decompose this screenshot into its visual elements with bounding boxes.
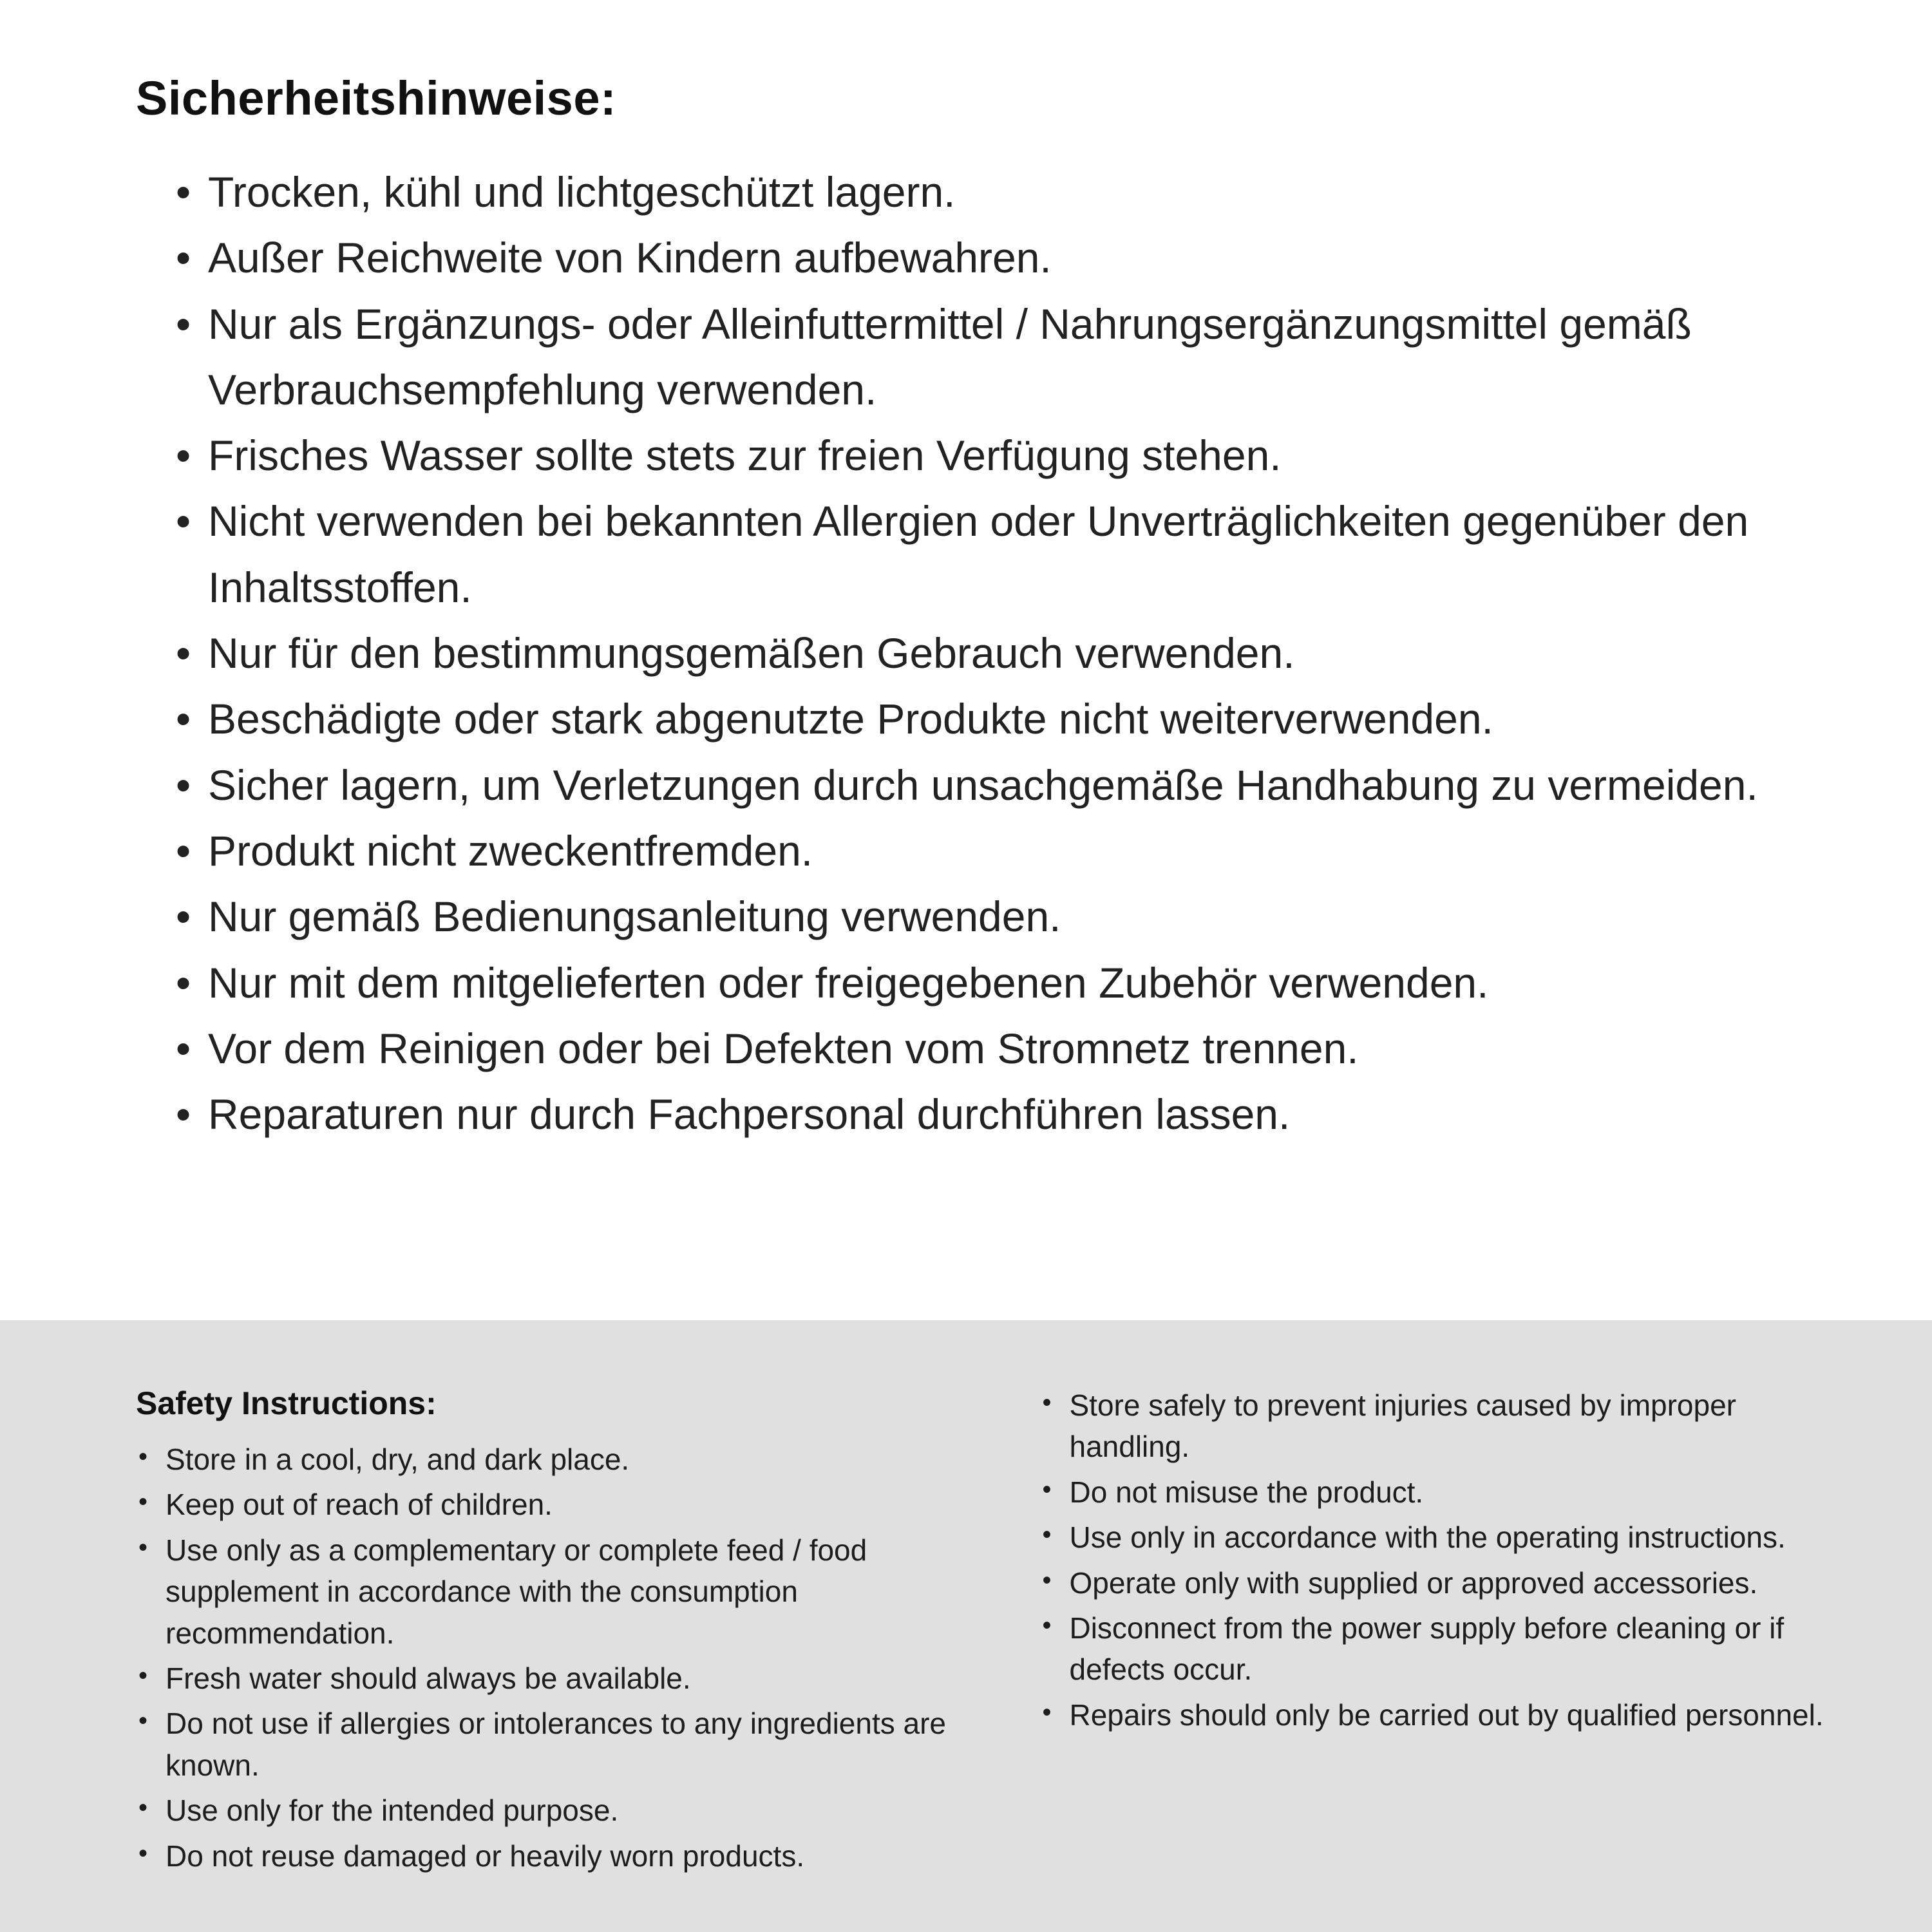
english-safety-item-text: Disconnect from the power supply before cleaning or if defects occur. xyxy=(1069,1611,1785,1687)
english-safety-item xyxy=(1039,1385,1835,1468)
german-safety-item-text: Trocken, kühl und lichtgeschützt lagern. xyxy=(208,168,956,216)
english-safety-section xyxy=(0,1320,1932,1932)
bullet-icon: • xyxy=(138,1794,148,1823)
bullet-icon: • xyxy=(138,1707,148,1736)
english-safety-item xyxy=(136,1658,978,1699)
german-safety-item xyxy=(136,422,1823,488)
german-safety-item-text: Nur für den bestimmungsgemäßen Gebrauch verwenden. xyxy=(208,629,1295,677)
german-safety-item-text: Vor dem Reinigen oder bei Defekten vom Stromnetz trennen. xyxy=(208,1024,1359,1072)
bullet-icon: • xyxy=(138,1488,148,1517)
english-safety-item-text: Repairs should only be carried out by qualified personnel. xyxy=(1069,1698,1824,1732)
german-safety-item-text: Reparaturen nur durch Fachpersonal durchführen lassen. xyxy=(208,1090,1291,1139)
english-safety-item-text: Keep out of reach of children. xyxy=(166,1488,553,1522)
german-safety-item xyxy=(136,291,1823,423)
bullet-icon: • xyxy=(1042,1475,1052,1504)
bullet-icon: • xyxy=(1042,1520,1052,1549)
bullet-icon: • xyxy=(176,299,191,348)
bullet-icon: • xyxy=(1042,1698,1052,1727)
english-safety-list-right xyxy=(1039,1385,1835,1736)
english-safety-item xyxy=(1039,1562,1835,1604)
english-safety-item-text: Use only for the intended purpose. xyxy=(166,1794,619,1828)
german-safety-item-text: Außer Reichweite von Kindern aufbewahren. xyxy=(208,234,1052,282)
english-safety-item-text: Operate only with supplied or approved accessories. xyxy=(1069,1566,1758,1600)
bullet-icon: • xyxy=(176,234,191,282)
german-safety-item xyxy=(136,884,1823,949)
english-safety-item-text: Do not reuse damaged or heavily worn products. xyxy=(166,1839,805,1873)
bullet-icon: • xyxy=(176,497,191,545)
bullet-icon: • xyxy=(176,1090,191,1139)
german-safety-item xyxy=(136,950,1823,1016)
english-safety-item xyxy=(1039,1517,1835,1558)
bullet-icon: • xyxy=(1042,1388,1052,1417)
bullet-icon: • xyxy=(1042,1566,1052,1595)
bullet-icon: • xyxy=(138,1443,148,1471)
english-columns xyxy=(136,1385,1835,1880)
bullet-icon: • xyxy=(176,826,191,875)
english-safety-item-text: Do not misuse the product. xyxy=(1069,1475,1424,1509)
english-safety-item xyxy=(136,1439,978,1480)
german-safety-list xyxy=(136,159,1823,1147)
english-safety-item xyxy=(136,1835,978,1877)
english-left-column xyxy=(136,1385,978,1880)
german-safety-item xyxy=(136,488,1823,620)
german-safety-item-text: Produkt nicht zweckentfremden. xyxy=(208,826,813,875)
german-section-title: Sicherheitshinweise: xyxy=(136,71,617,125)
english-safety-item xyxy=(1039,1472,1835,1513)
english-safety-item xyxy=(1039,1607,1835,1690)
bullet-icon: • xyxy=(176,1024,191,1072)
english-safety-item xyxy=(136,1790,978,1831)
english-safety-item xyxy=(136,1703,978,1786)
bullet-icon: • xyxy=(176,958,191,1007)
german-safety-item-text: Nur als Ergänzungs- oder Alleinfuttermittel / Nahrungsergänzungsmittel gemäß Verbrauchsempfehlung verwenden. xyxy=(208,299,1692,413)
bullet-icon: • xyxy=(176,629,191,677)
english-safety-item xyxy=(136,1530,978,1654)
german-safety-item xyxy=(136,818,1823,884)
german-safety-item-text: Nur gemäß Bedienungsanleitung verwenden. xyxy=(208,893,1061,941)
english-section-title: Safety Instructions: xyxy=(136,1385,437,1421)
english-safety-item-text: Store in a cool, dry, and dark place. xyxy=(166,1443,630,1476)
english-safety-item xyxy=(136,1484,978,1525)
bullet-icon: • xyxy=(176,893,191,941)
german-safety-item xyxy=(136,752,1823,818)
german-safety-item xyxy=(136,159,1823,225)
bullet-icon: • xyxy=(176,168,191,216)
bullet-icon: • xyxy=(176,695,191,743)
bullet-icon: • xyxy=(176,761,191,809)
bullet-icon: • xyxy=(1042,1611,1052,1640)
english-safety-item-text: Fresh water should always be available. xyxy=(166,1661,691,1695)
english-safety-item-text: Use only as a complementary or complete feed / food supplement in accordance with the consumption recommendation. xyxy=(166,1533,867,1650)
german-safety-item xyxy=(136,1081,1823,1147)
english-safety-item xyxy=(1039,1694,1835,1736)
english-right-column xyxy=(1039,1385,1835,1739)
german-safety-item xyxy=(136,686,1823,752)
english-safety-item-text: Use only in accordance with the operating instructions. xyxy=(1069,1520,1786,1555)
german-safety-item-text: Sicher lagern, um Verletzungen durch unsachgemäße Handhabung zu vermeiden. xyxy=(208,761,1758,809)
german-safety-item-text: Beschädigte oder stark abgenutzte Produkte nicht weiterverwenden. xyxy=(208,695,1493,743)
bullet-icon: • xyxy=(138,1839,148,1868)
english-safety-item-text: Store safely to prevent injuries caused by improper handling. xyxy=(1069,1388,1737,1464)
bullet-icon: • xyxy=(138,1533,148,1562)
german-safety-item xyxy=(136,620,1823,686)
english-safety-item-text: Do not use if allergies or intolerances to any ingredients are known. xyxy=(166,1707,947,1782)
german-safety-item xyxy=(136,1016,1823,1081)
german-safety-item-text: Nicht verwenden bei bekannten Allergien oder Unverträglichkeiten gegenüber den Inhaltsstoffen. xyxy=(208,497,1749,611)
german-safety-item xyxy=(136,225,1823,290)
bullet-icon: • xyxy=(138,1661,148,1690)
bullet-icon: • xyxy=(176,431,191,480)
german-safety-item-text: Nur mit dem mitgelieferten oder freigegebenen Zubehör verwenden. xyxy=(208,958,1489,1007)
english-safety-list-left xyxy=(136,1439,978,1877)
german-safety-item-text: Frisches Wasser sollte stets zur freien Verfügung stehen. xyxy=(208,431,1282,480)
